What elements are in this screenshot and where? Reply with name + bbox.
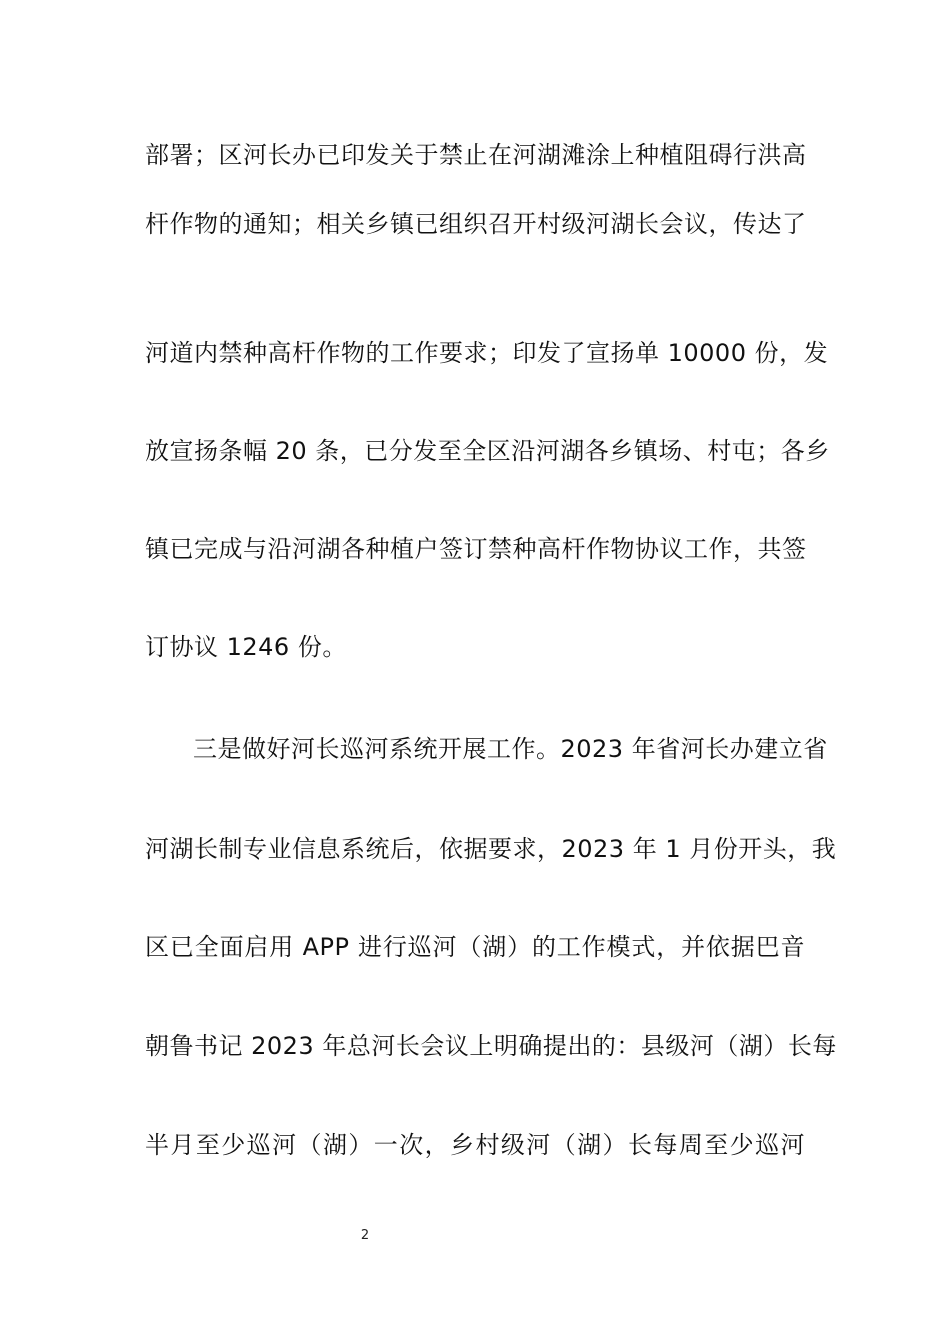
text-line: 三是做好河长巡河系统开展工作。2023 年省河长办建立省: [193, 735, 828, 763]
text-line: 河道内禁种高杆作物的工作要求；印发了宣扬单 10000 份，发: [145, 339, 829, 367]
text-line: 部署；区河长办已印发关于禁止在河湖滩涂上种植阻碍行洪高: [145, 141, 807, 169]
text-line: 镇已完成与沿河湖各种植户签订禁种高杆作物协议工作，共签: [145, 535, 807, 563]
text-line: 河湖长制专业信息系统后，依据要求，2023 年 1 月份开头，我: [145, 835, 837, 863]
text-line: 杆作物的通知；相关乡镇已组织召开村级河湖长会议，传达了: [145, 210, 807, 238]
page-number: 2: [360, 1228, 370, 1243]
text-line: 朝鲁书记 2023 年总河长会议上明确提出的：县级河（湖）长每: [145, 1032, 837, 1060]
text-line: 放宣扬条幅 20 条，已分发至全区沿河湖各乡镇场、村屯；各乡: [145, 437, 830, 465]
text-line: 半月至少巡河（湖）一次，乡村级河（湖）长每周至少巡河: [145, 1131, 805, 1159]
text-line: 区已全面启用 APP 进行巡河（湖）的工作模式，并依据巴音: [145, 933, 805, 961]
text-line: 订协议 1246 份。: [145, 633, 347, 661]
